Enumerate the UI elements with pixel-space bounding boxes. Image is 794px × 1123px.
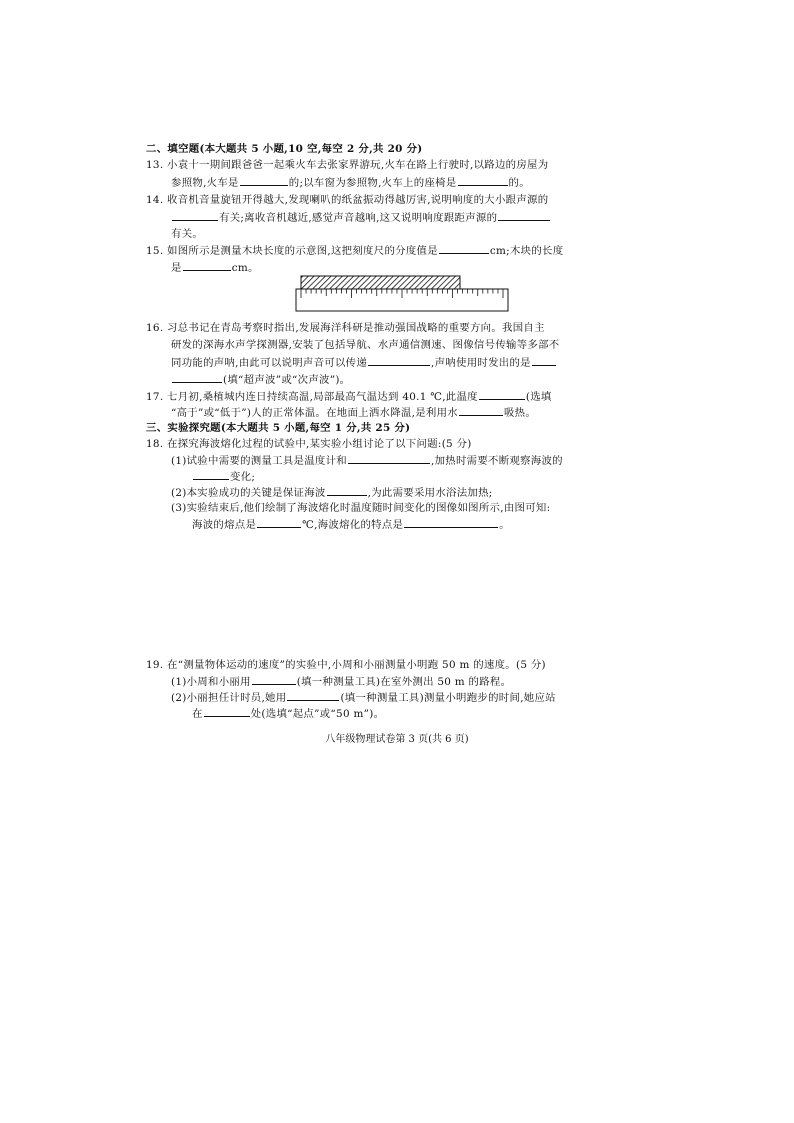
answer-blank[interactable] bbox=[172, 372, 222, 383]
q17-line2: “高于”或“低于”)人的正常体温。在地面上洒水降温,是利用水 吸热。 bbox=[171, 407, 537, 419]
q16-line2: 研发的深海水声学探测器,安装了包括导航、水声通信测速、图像信号传输等多部不 bbox=[171, 339, 560, 351]
q18-line1: 18. 在探究海波熔化过程的试验中,某实验小组讨论了以下问题:(5 分) bbox=[146, 438, 472, 450]
q14-line2: 有关;离收音机越近,感觉声音越响,这又说明响度跟距声源的 bbox=[171, 210, 551, 225]
q18-line4: (2)本实验成功的关键是保证海波 ,为此需要采用水浴法加热; bbox=[171, 487, 493, 499]
q17-line1: 17. 七月初,桑植城内连日持续高温,局部最高气温达到 40.1 ℃,此温度 (选填 bbox=[146, 391, 552, 403]
answer-blank[interactable] bbox=[183, 260, 231, 271]
q16-line4: (填“超声波”或“次声波”)。 bbox=[171, 372, 350, 387]
q16-line1: 16. 习总书记在青岛考察时指出,发展海洋科研是推动强国战略的重要方向。我国自主 bbox=[146, 322, 545, 334]
answer-blank[interactable] bbox=[252, 674, 296, 685]
page-footer: 八年级物理试卷第 3 页(共 6 页) bbox=[325, 734, 469, 745]
q18-line6: 海波的熔点是 ℃,海波熔化的特点是 。 bbox=[192, 519, 510, 531]
answer-blank[interactable] bbox=[172, 210, 218, 221]
answer-blank[interactable] bbox=[240, 175, 288, 186]
q19-line4: 在 处(选填“起点”或“50 m”)。 bbox=[192, 708, 385, 720]
answer-blank[interactable] bbox=[404, 517, 498, 528]
answer-blank[interactable] bbox=[532, 355, 556, 366]
melting-chart bbox=[298, 533, 476, 651]
section2-heading: 二、填空题(本大题共 5 小题,10 空,每空 2 分,共 20 分) bbox=[146, 143, 423, 155]
q13-line1: 13. 小袁十一期间跟爸爸一起乘火车去张家界游玩,火车在路上行驶时,以路边的房屋为 bbox=[146, 159, 549, 171]
answer-blank[interactable] bbox=[193, 469, 229, 480]
q18-line3: 变化; bbox=[192, 469, 255, 484]
answer-blank[interactable] bbox=[439, 243, 489, 254]
q16-line3: 同功能的声呐,由此可以说明声音可以传递 ,声呐使用时发出的是 bbox=[171, 355, 557, 370]
q14-line3: 有关。 bbox=[171, 228, 204, 240]
q19-line1: 19. 在“测量物体运动的速度”的实验中,小周和小丽测量小明跑 50 m 的速度。(5 分) bbox=[146, 659, 546, 671]
wood-block bbox=[301, 276, 460, 289]
q18-line2: (1)试验中需要的测量工具是温度计和 ,加热时需要不断观察海波的 bbox=[171, 455, 563, 467]
q14-line1: 14. 收音机音量旋钮开得越大,发现喇叭的纸盆振动得越厉害,说明响度的大小跟声源的 bbox=[146, 194, 549, 206]
q15-line2: 是 cm。 bbox=[171, 262, 259, 274]
q13-line2: 参照物,火车是 的;以车窗为参照物,火车上的座椅是 的。 bbox=[171, 177, 530, 189]
section3-heading: 三、实验探究题(本大题共 5 小题,每空 1 分,共 25 分) bbox=[146, 422, 411, 434]
answer-blank[interactable] bbox=[204, 706, 250, 717]
answer-blank[interactable] bbox=[257, 517, 301, 528]
q19-line3: (2)小丽担任计时员,她用 (填一种测量工具)测量小明跑步的时间,她应站 bbox=[171, 692, 556, 704]
q19-line2: (1)小周和小丽用 (填一种测量工具)在室外测出 50 m 的路程。 bbox=[171, 676, 512, 688]
answer-blank[interactable] bbox=[287, 690, 339, 701]
answer-blank[interactable] bbox=[348, 453, 430, 464]
answer-blank[interactable] bbox=[479, 389, 525, 400]
answer-blank[interactable] bbox=[327, 485, 367, 496]
answer-blank[interactable] bbox=[368, 355, 430, 366]
answer-blank[interactable] bbox=[459, 405, 503, 416]
answer-blank[interactable] bbox=[458, 175, 508, 186]
answer-blank[interactable] bbox=[498, 210, 550, 221]
q15-line1: 15. 如图所示是测量木块长度的示意图,这把刻度尺的分度值是 cm;木块的长度 bbox=[146, 245, 564, 257]
q18-line5: (3)实验结束后,他们绘制了海波熔化时温度随时间变化的图像如图所示,由图可知: bbox=[171, 502, 551, 514]
ruler-figure bbox=[294, 273, 510, 315]
